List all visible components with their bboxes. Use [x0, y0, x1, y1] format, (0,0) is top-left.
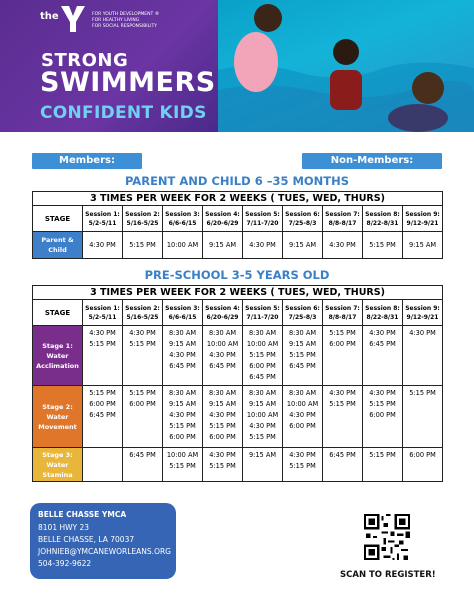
time-slot: 5:15 PM	[329, 400, 356, 408]
time-slot: 4:30 PM	[289, 451, 316, 459]
time-slot: 4:30 PM	[369, 389, 396, 397]
time-slot-cell	[123, 326, 163, 386]
time-slot: 10:00 AM	[246, 340, 279, 348]
time-slot: 5:15 PM	[369, 240, 396, 249]
time-slot: 10:00 AM	[206, 340, 239, 348]
session-header: Session 6: 7/25-8/3	[283, 300, 323, 326]
time-slot: 10:00 AM	[246, 411, 279, 419]
time-slot: 4:30 PM	[329, 240, 356, 249]
time-slot-cell	[243, 448, 283, 482]
time-slot-cell	[283, 448, 323, 482]
time-slot: 5:15 PM	[209, 422, 236, 430]
time-slot: 4:30 PM	[169, 351, 196, 359]
time-slot: 6:00 PM	[329, 340, 356, 348]
time-slot: 6:45 PM	[169, 362, 196, 370]
time-slot: 4:30 PM	[409, 329, 436, 337]
time-slot: 9:15 AM	[408, 240, 437, 249]
preschool-title: PRE-SCHOOL 3-5 YEARS OLD	[144, 268, 330, 282]
time-slot: 9:15 AM	[208, 400, 237, 408]
time-slot: 8:30 AM	[208, 329, 237, 337]
time-slot: 9:15 AM	[168, 400, 197, 408]
time-slot-cell	[403, 232, 443, 259]
time-slot-cell	[323, 386, 363, 448]
qr-code-icon[interactable]	[364, 514, 410, 560]
time-slot: 5:15 PM	[329, 329, 356, 337]
session-header: Session 6: 7/25-8/3	[283, 206, 323, 232]
time-slot: 8:30 AM	[248, 329, 277, 337]
time-slot-cell	[243, 232, 283, 259]
time-slot: 5:15 PM	[369, 451, 396, 459]
time-slot: 4:30 PM	[129, 329, 156, 337]
time-slot-cell	[323, 326, 363, 386]
time-slot-cell	[163, 386, 203, 448]
contact-phone[interactable]: 504-392-9622	[38, 559, 92, 568]
time-slot: 6:45 PM	[249, 373, 276, 381]
session-header: Session 7: 8/8-8/17	[323, 300, 363, 326]
time-slot: 8:30 AM	[288, 389, 317, 397]
session-header: Session 4: 6/20-6/29	[203, 206, 243, 232]
time-slot-cell	[83, 326, 123, 386]
time-slot-cell	[363, 386, 403, 448]
time-slot: 5:15 PM	[129, 240, 156, 249]
title-confident-kids: CONFIDENT KIDS	[40, 103, 207, 123]
contact-email[interactable]: JOHNIEB@YMCANEWORLEANS.ORG	[38, 547, 171, 556]
time-slot-cell	[363, 448, 403, 482]
time-slot: 10:00 AM	[286, 400, 319, 408]
title-swimmers: SWIMMERS	[40, 67, 216, 98]
time-slot: 9:15 AM	[248, 400, 277, 408]
hero-photo	[218, 0, 474, 132]
time-slot: 4:30 PM	[209, 451, 236, 459]
time-slot: 6:00 PM	[369, 411, 396, 419]
time-slot: 9:15 AM	[168, 340, 197, 348]
hero-purple-panel	[0, 0, 218, 132]
stage-label: Stage 2: Water Movement	[33, 386, 83, 448]
swimmers-photo-illustration	[218, 0, 474, 132]
time-slot: 4:30 PM	[249, 240, 276, 249]
session-header: Session 2: 5/16-5/25	[123, 206, 163, 232]
session-header: Session 2: 5/16-5/25	[123, 300, 163, 326]
time-slot: 5:15 PM	[169, 422, 196, 430]
time-slot: 6:45 PM	[129, 451, 156, 459]
time-slot: 4:30 PM	[329, 389, 356, 397]
time-slot: 4:30 PM	[209, 411, 236, 419]
time-slot-cell	[403, 386, 443, 448]
time-slot-cell	[83, 232, 123, 259]
time-slot-cell	[163, 448, 203, 482]
time-slot: 8:30 AM	[248, 389, 277, 397]
time-slot: 4:30 PM	[169, 411, 196, 419]
time-slot: 6:45 PM	[89, 411, 116, 419]
time-slot-cell	[243, 326, 283, 386]
time-slot-cell	[203, 448, 243, 482]
ymca-tagline: FOR YOUTH DEVELOPMENT ® FOR HEALTHY LIVING FOR SOCIAL RESPONSIBILITY	[92, 12, 160, 29]
parent-child-title: PARENT AND CHILD 6 –35 MONTHS	[124, 174, 350, 188]
time-slot: 5:15 PM	[369, 400, 396, 408]
time-slot-cell	[323, 232, 363, 259]
time-slot: 4:30 PM	[369, 329, 396, 337]
session-header: Session 4: 6/20-6/29	[203, 300, 243, 326]
time-slot: 6:00 PM	[289, 422, 316, 430]
session-header: Session 5: 7/11-7/20	[243, 206, 283, 232]
time-slot-cell	[83, 448, 123, 482]
time-slot-cell	[283, 386, 323, 448]
time-slot: 10:00 AM	[166, 451, 199, 459]
time-slot: 6:00 PM	[249, 362, 276, 370]
time-slot: 6:00 PM	[209, 433, 236, 441]
session-header: Session 8: 8/22-8/31	[363, 300, 403, 326]
time-slot: 6:00 PM	[89, 400, 116, 408]
session-header: Session 8: 8/22-8/31	[363, 206, 403, 232]
location-name: BELLE CHASSE YMCA	[38, 510, 127, 519]
time-slot: 5:15 PM	[209, 462, 236, 470]
time-slot: 8:30 AM	[168, 389, 197, 397]
time-slot: 5:15 PM	[129, 340, 156, 348]
time-slot: 5:15 PM	[249, 351, 276, 359]
time-slot-cell	[123, 448, 163, 482]
time-slot: 4:30 PM	[89, 329, 116, 337]
time-slot-cell	[283, 232, 323, 259]
address-line2: BELLE CHASSE, LA 70037	[38, 535, 135, 544]
time-slot: 5:15 PM	[169, 462, 196, 470]
time-slot: 8:30 AM	[288, 329, 317, 337]
time-slot-cell	[203, 326, 243, 386]
time-slot: 8:30 AM	[208, 389, 237, 397]
time-slot-cell	[163, 326, 203, 386]
time-slot-cell	[243, 386, 283, 448]
stage-column-header: STAGE	[33, 300, 83, 326]
preschool-schedule-table	[32, 285, 443, 482]
time-slot-cell	[283, 326, 323, 386]
time-slot: 4:30 PM	[289, 411, 316, 419]
time-slot-cell	[203, 232, 243, 259]
time-slot-cell	[323, 448, 363, 482]
time-slot: 6:00 PM	[129, 400, 156, 408]
non-members-price-badge: Non-Members: $130/session	[302, 153, 442, 169]
time-slot-cell	[363, 232, 403, 259]
time-slot-cell	[403, 448, 443, 482]
session-header: Session 9: 9/12-9/21	[403, 206, 443, 232]
time-slot-cell	[123, 386, 163, 448]
time-slot: 8:30 AM	[168, 329, 197, 337]
time-slot-cell	[83, 386, 123, 448]
stage-label: Stage 1: Water Acclimation	[33, 326, 83, 386]
session-header: Session 5: 7/11-7/20	[243, 300, 283, 326]
session-header: Session 3: 6/6-6/15	[163, 300, 203, 326]
stage-label: Stage 3: Water Stamina	[33, 448, 83, 482]
time-slot: 5:15 PM	[89, 340, 116, 348]
time-slot: 6:45 PM	[329, 451, 356, 459]
parent-child-schedule-table	[32, 191, 443, 259]
time-slot: 6:45 PM	[369, 340, 396, 348]
time-slot: 9:15 AM	[208, 240, 237, 249]
address-line1: 8101 HWY 23	[38, 523, 90, 532]
stage-label: Parent & Child	[33, 232, 83, 259]
time-slot: 5:15 PM	[249, 433, 276, 441]
session-header: Session 1: 5/2-5/11	[83, 300, 123, 326]
time-slot: 6:00 PM	[169, 433, 196, 441]
hero-banner	[0, 0, 474, 132]
time-slot: 5:15 PM	[89, 389, 116, 397]
time-slot: 5:15 PM	[129, 389, 156, 397]
time-slot-cell	[203, 386, 243, 448]
ymca-logo-the: the	[40, 11, 59, 22]
session-header: Session 3: 6/6-6/15	[163, 206, 203, 232]
time-slot: 9:15 AM	[248, 451, 277, 459]
time-slot: 10:00 AM	[166, 240, 199, 249]
ymca-logo-icon	[58, 4, 88, 34]
time-slot: 6:45 PM	[289, 362, 316, 370]
time-slot-cell	[163, 232, 203, 259]
schedule-header: 3 TIMES PER WEEK FOR 2 WEEKS ( TUES, WED, THURS)	[33, 192, 443, 206]
time-slot: 4:30 PM	[89, 240, 116, 249]
time-slot: 6:00 PM	[409, 451, 436, 459]
time-slot: 4:30 PM	[209, 351, 236, 359]
contact-box	[30, 503, 176, 579]
session-header: Session 1: 5/2-5/11	[83, 206, 123, 232]
scan-to-register-label: SCAN TO REGISTER!	[340, 570, 436, 580]
time-slot: 4:30 PM	[249, 422, 276, 430]
time-slot: 9:15 AM	[288, 240, 317, 249]
time-slot: 9:15 AM	[288, 340, 317, 348]
time-slot: 5:15 PM	[289, 462, 316, 470]
session-header: Session 9: 9/12-9/21	[403, 300, 443, 326]
time-slot-cell	[123, 232, 163, 259]
time-slot: 5:15 PM	[409, 389, 436, 397]
members-price-badge: Members: $90/session	[32, 153, 142, 169]
time-slot-cell	[363, 326, 403, 386]
schedule-header: 3 TIMES PER WEEK FOR 2 WEEKS ( TUES, WED, THURS)	[33, 286, 443, 300]
stage-column-header: STAGE	[33, 206, 83, 232]
time-slot: 6:45 PM	[209, 362, 236, 370]
time-slot: 5:15 PM	[289, 351, 316, 359]
title-strong: STRONG	[41, 50, 129, 71]
time-slot-cell	[403, 326, 443, 386]
session-header: Session 7: 8/8-8/17	[323, 206, 363, 232]
